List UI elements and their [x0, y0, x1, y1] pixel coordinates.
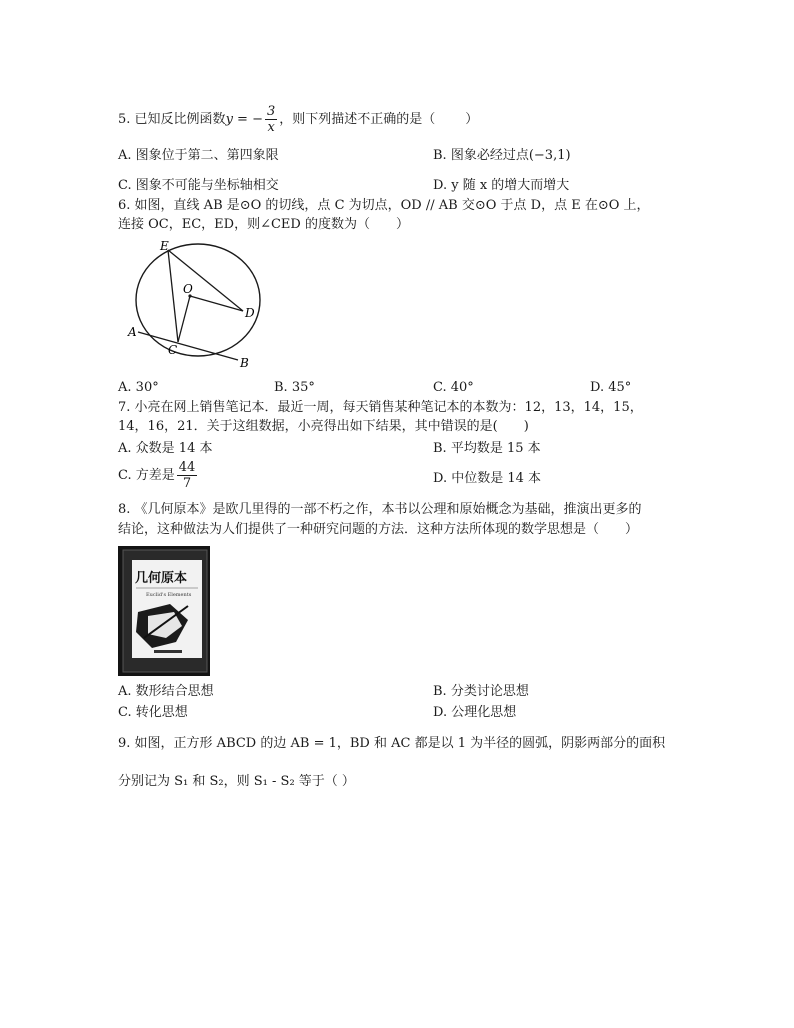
q5-stem-before: 已知反比例函数 — [134, 112, 226, 127]
q5-option-c: C. 图象不可能与坐标轴相交 — [118, 178, 279, 193]
label-a: A — [128, 325, 137, 339]
q7-option-b: B. 平均数是 15 本 — [433, 441, 541, 456]
label-c: C — [168, 343, 178, 357]
segment-ec — [168, 250, 178, 342]
book-cover-image — [118, 546, 210, 676]
q8-option-a: A. 数形结合思想 — [118, 684, 214, 699]
q6-option-a: A. 30° — [118, 380, 159, 395]
label-o: O — [183, 282, 193, 296]
book-title: 几何原本 — [135, 571, 188, 586]
q7-stem-line1: 7. 小亮在网上销售笔记本．最近一周，每天销售某种笔记本的本数为：12，13，14，15， — [118, 400, 643, 415]
q7-option-c: C. 方差是 $\frac{44}{7}$ — [118, 460, 196, 491]
q9-stem-line2: 分别记为 S₁ 和 S₂，则 S₁ - S₂ 等于（ ） — [118, 774, 355, 789]
q8-option-b: B. 分类讨论思想 — [433, 684, 529, 699]
book-subtitle: Euclid's Elements — [146, 592, 192, 598]
label-d: D — [245, 306, 255, 320]
variance-fraction: $\frac{44}{7}$ — [178, 460, 196, 491]
q6-option-d: D. 45° — [590, 380, 632, 395]
q6-option-c: C. 40° — [433, 380, 474, 395]
q8-stem-line1: 8. 《几何原本》是欧几里得的一部不朽之作，本书以公理和原始概念为基础，推演出更多的 — [118, 502, 642, 517]
q9-stem-line1: 9. 如图，正方形 ABCD 的边 AB = 1，BD 和 AC 都是以 1 为半径的圆弧，阴影两部分的面积 — [118, 736, 666, 751]
q7-option-a: A. 众数是 14 本 — [118, 441, 213, 456]
segment-od — [190, 296, 243, 311]
q6-stem-line2: 连接 OC，EC，ED，则∠CED 的度数为（ ） — [118, 217, 409, 232]
q5-option-a: A. 图象位于第二、第四象限 — [118, 148, 279, 163]
q6-option-b: B. 35° — [274, 380, 315, 395]
q5-option-d: D. y 随 x 的增大而增大 — [433, 178, 570, 193]
q8-option-c: C. 转化思想 — [118, 705, 188, 720]
q5-option-b: B. 图象必经过点(−3,1) — [433, 148, 571, 163]
q8-stem-line2: 结论，这种做法为人们提供了一种研究问题的方法．这种方法所体现的数学思想是（ ） — [118, 522, 639, 537]
q5-stem-after: ，则下列描述不正确的是（ — [279, 112, 436, 127]
q5-func-lhs: y = − — [225, 112, 263, 127]
q5-number: 5. — [118, 112, 131, 127]
q6-circle-figure — [120, 236, 270, 372]
q7-stem-line2: 14，16，21．关于这组数据，小亮得出如下结果，其中错误的是( ) — [118, 419, 529, 434]
label-e: E — [160, 239, 169, 253]
circle-o — [136, 244, 260, 356]
q6-stem-line1: 6. 如图，直线 AB 是⊙O 的切线，点 C 为切点，OD // AB 交⊙O 于点 D，点 E 在⊙O 上， — [118, 198, 650, 213]
segment-ed — [168, 250, 243, 311]
q7-option-d: D. 中位数是 14 本 — [433, 471, 542, 486]
q8-option-d: D. 公理化思想 — [433, 705, 517, 720]
label-b: B — [240, 356, 249, 370]
q5-stem: 5. 已知反比例函数y = − $\frac{3}{x}$ ，则下列描述不正确的是（ ） — [118, 104, 479, 135]
q5-func-fraction: $\frac{3}{x}$ — [266, 104, 276, 135]
segment-oc — [178, 296, 190, 342]
